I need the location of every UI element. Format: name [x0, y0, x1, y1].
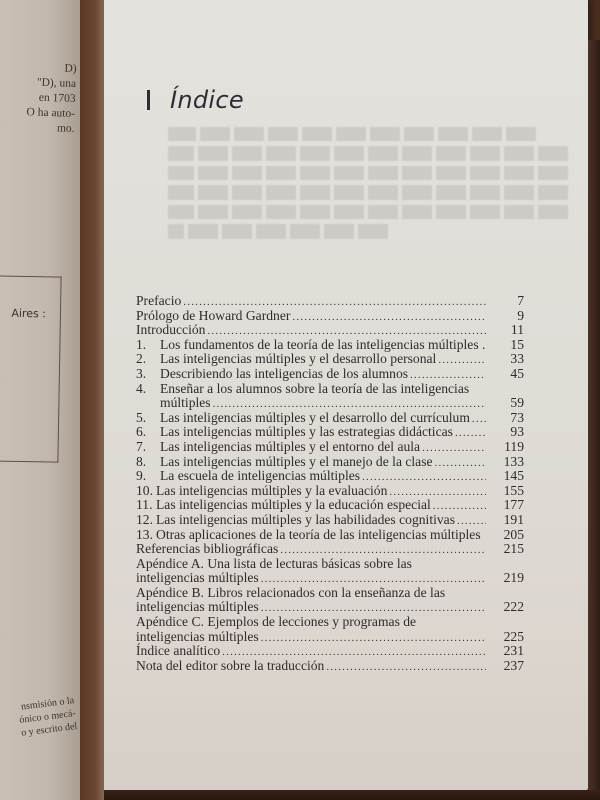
- toc-page-number: 7: [517, 293, 524, 308]
- toc-chapter-number: 9.: [136, 468, 147, 484]
- toc-page-number: 33: [510, 351, 524, 367]
- toc-title: Índice analítico: [136, 643, 221, 659]
- toc-page-number: 219: [503, 570, 524, 586]
- toc-entry[interactable]: [136, 513, 524, 528]
- toc-entry[interactable]: [136, 425, 524, 440]
- toc-entry[interactable]: [136, 557, 524, 586]
- toc-page-number: 237: [503, 657, 524, 673]
- toc-title: Las inteligencias múltiples y el entorno del aula: [160, 438, 421, 454]
- toc-chapter-number: 5.: [136, 409, 147, 425]
- fragment-line: mo.: [57, 122, 76, 135]
- page-title: Índice: [170, 86, 244, 114]
- toc-chapter-number: 8.: [136, 453, 147, 469]
- toc-title: Las inteligencias múltiples y la evaluación: [156, 482, 388, 498]
- toc-title-line1: Apéndice A. Una lista de lecturas básicas sobre las: [136, 555, 412, 571]
- toc-page-number: 73: [510, 409, 524, 425]
- heading-bar: [147, 90, 150, 110]
- toc-chapter-number: 2.: [136, 351, 147, 367]
- toc-entry[interactable]: [136, 338, 524, 353]
- page-edge-shadow: [588, 40, 600, 800]
- toc-leader-dots: [472, 412, 486, 427]
- left-page-box: [0, 275, 62, 462]
- toc-chapter-number: 6.: [136, 424, 147, 440]
- toc-page-number: 119: [504, 438, 524, 454]
- toc-page-number: 11: [510, 322, 524, 338]
- toc-title: Introducción: [136, 322, 206, 338]
- toc-entry[interactable]: [136, 382, 524, 411]
- toc-entry[interactable]: [136, 542, 524, 557]
- toc-title: La escuela de inteligencias múltiples: [160, 468, 361, 484]
- toc-entry[interactable]: [136, 498, 524, 513]
- toc-entry[interactable]: [136, 294, 524, 309]
- toc-page-number: 133: [503, 453, 524, 469]
- left-page-bottom-fragment: [17, 694, 78, 740]
- toc-title: Otras aplicaciones de la teoría de las inteligencias múltiples: [156, 526, 481, 542]
- toc-page-number: 45: [510, 365, 524, 381]
- toc-leader-dots: [261, 631, 486, 646]
- toc-page-number: 155: [503, 482, 524, 498]
- toc-chapter-number: 10.: [136, 482, 153, 498]
- toc-title-line1: Apéndice B. Libros relacionados con la enseñanza de las: [136, 584, 446, 600]
- fragment-line: o y escrito del: [20, 720, 79, 739]
- toc-title-line2: múltiples: [160, 395, 211, 411]
- toc-title: Los fundamentos de la teoría de las inteligencias múltiples .: [160, 336, 486, 352]
- toc-page-number: 222: [503, 599, 524, 615]
- fragment-line: O ha auto-: [26, 106, 76, 120]
- toc-entry[interactable]: [136, 440, 524, 455]
- toc-page-number: 231: [503, 643, 524, 659]
- toc-title: Prefacio: [136, 293, 182, 308]
- toc-leader-dots: [438, 353, 486, 368]
- toc-title-line2: inteligencias múltiples: [136, 570, 259, 586]
- toc-leader-dots: [455, 426, 486, 441]
- left-page: [0, 0, 82, 800]
- fragment-line: "D), una: [37, 76, 77, 91]
- toc-page-number: 9: [517, 307, 524, 323]
- toc-chapter-number: 1.: [136, 336, 147, 352]
- page-bottom-shadow: [104, 790, 600, 800]
- toc-entry[interactable]: [136, 352, 524, 367]
- toc-title-line1: Enseñar a los alumnos sobre la teoría de las inteligencias: [160, 380, 470, 396]
- toc-title: Referencias bibliográficas: [136, 541, 279, 557]
- toc-title: Nota del editor sobre la traducción: [136, 657, 325, 673]
- toc-chapter-number: 7.: [136, 438, 147, 454]
- box-label: Aires :: [11, 306, 47, 321]
- toc-title: Describiendo las inteligencias de los alumnos: [160, 365, 409, 381]
- toc-page-number: 225: [503, 628, 524, 644]
- toc-page-number: 205: [503, 526, 524, 542]
- toc-title: Las inteligencias múltiples y las habilidades cognitivas: [156, 511, 455, 527]
- toc-title: Las inteligencias múltiples y el desarrollo personal: [160, 351, 437, 367]
- toc-chapter-number: 4.: [136, 380, 147, 396]
- toc-entry[interactable]: [136, 309, 524, 324]
- toc-entry[interactable]: [136, 644, 524, 659]
- toc-title: Prólogo de Howard Gardner: [136, 307, 291, 323]
- toc-page-number: 59: [510, 395, 524, 411]
- toc-page-number: 177: [503, 497, 524, 513]
- toc-entry[interactable]: [136, 469, 524, 484]
- toc-chapter-number: 3.: [136, 365, 147, 381]
- toc-leader-dots: [435, 456, 486, 471]
- toc-title: Las inteligencias múltiples y el manejo de la clase: [160, 453, 433, 469]
- toc-chapter-number: 11.: [136, 497, 153, 513]
- toc-title-line1: Apéndice C. Ejemplos de lecciones y programas de: [136, 614, 417, 630]
- toc-title-line2: inteligencias múltiples: [136, 628, 259, 644]
- toc-entry[interactable]: [136, 586, 524, 615]
- toc-entry[interactable]: [136, 455, 524, 470]
- toc-page-number: 93: [510, 424, 524, 440]
- fragment-line: en 1703: [39, 91, 77, 105]
- toc-chapter-number: 13.: [136, 526, 153, 542]
- toc-title: Las inteligencias múltiples y la educación especial: [156, 497, 431, 513]
- toc-page-number: 215: [503, 541, 524, 557]
- page-heading: [147, 86, 244, 114]
- toc-entry[interactable]: [136, 615, 524, 644]
- table-of-contents: [136, 294, 524, 673]
- toc-leader-dots: [326, 660, 486, 675]
- toc-page-number: 15: [510, 336, 524, 352]
- left-page-top-fragment: [26, 60, 77, 137]
- toc-chapter-number: 12.: [136, 511, 153, 527]
- toc-page-number: 191: [503, 511, 524, 527]
- toc-entry[interactable]: [136, 659, 524, 674]
- toc-entry[interactable]: [136, 528, 524, 543]
- toc-title: Las inteligencias múltiples y el desarrollo del currículum: [160, 409, 470, 425]
- fragment-line: nsmisión o la: [20, 695, 76, 713]
- toc-entry[interactable]: [136, 484, 524, 499]
- toc-entry[interactable]: [136, 323, 524, 338]
- toc-page-number: 145: [503, 468, 524, 484]
- fragment-line: D): [64, 62, 78, 76]
- toc-title: Las inteligencias múltiples y las estrategias didácticas: [160, 424, 453, 440]
- toc-leader-dots: [292, 310, 486, 325]
- toc-entry[interactable]: [136, 367, 524, 382]
- fragment-line: ónico o mecá-: [19, 708, 77, 726]
- toc-title-line2: inteligencias múltiples: [136, 599, 259, 615]
- show-through-text: [168, 96, 568, 246]
- toc-entry[interactable]: [136, 411, 524, 426]
